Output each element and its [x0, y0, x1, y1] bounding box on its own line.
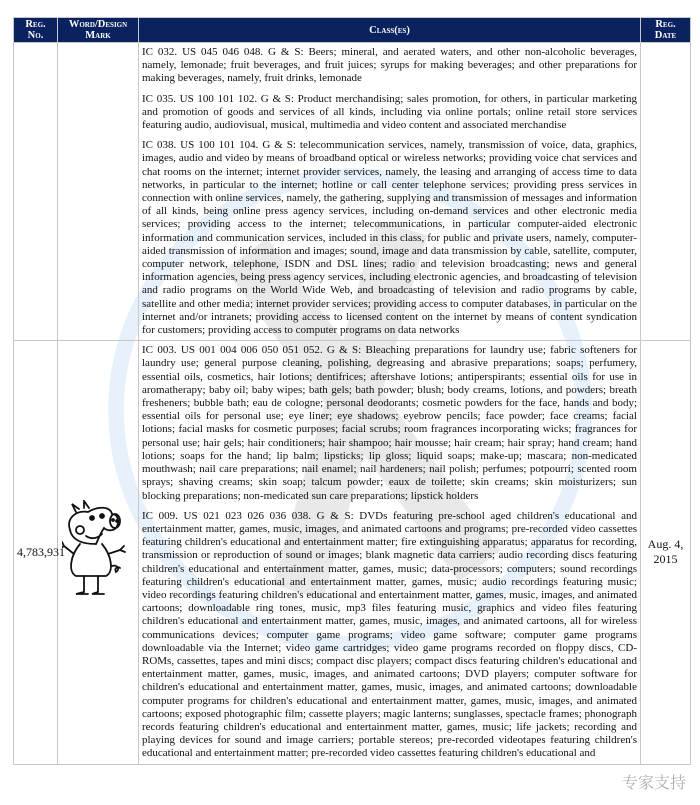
reg-no-cell: 4,783,931 — [14, 341, 58, 764]
table-header-row — [14, 18, 691, 43]
class-entry: IC 009. US 021 023 026 036 038. G & S: DVDs featuring pre-school aged children's educational and entertainment matter, games, music, images, and animated cartoons and programs; pre-recorded video cassettes featuring children's educational and entertainment matter; fire extinguishing apparatus; apparatus for recording, transmission or reproduction of sound or images; blank magnetic data carriers; audio recording discs featuring children's educational and entertainment matter, games, music; data-processors; computers; sound recordings featuring children's educational and entertainment matter, games, music; audio recordings featuring music; video recordings featuring children's educational and entertainment matter, games, music, images, and animated cartoons; downloadable ring tones, music, mp3 files featuring music, graphics and video files featuring children's educational and entertainment matter, games, music, images, and animated cartoons, all for wireless communications devices; computer game programs; video game software; computer game programs downloadable via the Internet; video game cartridges; video game programs recorded on floppy discs, CD-ROMs, cassettes, tapes and mini discs; compact disc players; compact discs featuring children's educational and entertainment matter, games, music, images, and animated cartoons; DVD players; computer software for children's educational and entertainment matter, games, music, images, and animated cartoons; downloadable computer programs for children's educational and entertainment matter, games, music, images, and animated cartoons; exposed photographic film; cassette players; magic lanterns; sunglasses, spectacle frames; phonograph records featuring children's educational and entertainment matter, games, music; life jackets; recording and playing devices for sound and image carriers; portable stereos; pre-recorded videotapes featuring children's educational and entertainment matter; pre-recorded video cassettes featuring children's educational and — [142, 509, 637, 760]
class-entry: IC 038. US 100 101 104. G & S: telecommunication services, namely, transmission of voice, data, graphics, images, audio and video by means of broadband optical or wireless networks; providing voice chat services and chat rooms on the internet; internet provider services, namely, the leasing and arranging of access time to data networks, in particular to the internet; hotline or call center telephone services; providing press services in connection with online services, namely, the gathering, supplying and transmission of messages and information of all kinds, being online press agency services, including on-demand services and other electronic media services; providing access to the internet; telecommunications, in particular computer-aided electronic information and communication services, included in this class, for public and private users, namely, computer-aided transmission of information and images; sound, image and data transmission by cable, satellite, computer, computer network, telephone, ISDN and DSL lines; radio and television broadcasting; news and general information agencies, being press agency services, including electronic agencies, and broadcasting of television and radio programs on the World Wide Web, and broadcasting of television and radio programs by cable, satellite and other media; internet provider services; providing access to computer databases, in particular on the internet and/or intranets; providing access to licensed content on the internet by means of content syndication for customers; providing access to computer programs on data networks — [142, 139, 637, 337]
header-reg-date: Reg. Date — [641, 18, 691, 43]
header-mark: Word/Design Mark — [58, 18, 139, 43]
table-row — [14, 43, 691, 341]
table-row — [14, 341, 691, 764]
watermark-text: 专家支持 — [621, 773, 686, 792]
mark-cell — [58, 43, 139, 341]
classes-cell — [139, 43, 641, 341]
trademark-table — [13, 17, 691, 765]
class-entry: IC 035. US 100 101 102. G & S: Product merchandising; sales promotion, for others, in particular marketing and promotion of goods and services of all kinds, including via online portals; online retail store services featuring audio, audiovisual, musical, multimedia and video content and associated merchandise — [142, 92, 637, 132]
class-entry: IC 003. US 001 004 006 050 051 052. G & S: Bleaching preparations for laundry use; fabric softeners for laundry use; general purpose cleaning, polishing, degreasing and abrasive preparations; soaps; perfumery, essential oils, cosmetics, hair lotions; dentifrices; aftershave lotions; antiperspirants; essential oils for use in aromatherapy; baby oil; baby wipes; bath gels; bath powder; blush; body creams, lotions, and powders; breath fresheners; bubble bath; eau de cologne; personal deodorants; cosmetic powders for the face, hands and body; essential oils for personal use; eye liner; eye shadows; eyebrow pencils; face powder; face creams; facial lotions; facial masks for cosmetic purposes; facial scrubs; room fragrances incorporating wicks; fragrances for personal use; hair gels; hair conditioners; hair shampoo; hair mousse; hair cream; hair spray; hand cream; hand lotions; soaps for the hand; lip balm; lipsticks; lip gloss; liquid soaps; make-up; mascara; non-medicated mouthwash; nail care preparations; nail enamel; nail hardeners; nail polish; perfumes; potpourri; scented room sprays; shaving creams; skin soap; talcum powder; eaux de toilette; skin creams; skin moisturizers; sun blocking preparations; non-medicated sun care preparations; lipstick holders — [142, 344, 637, 502]
reg-date-cell: Aug. 4, 2015 — [641, 341, 691, 764]
mark-cell — [58, 341, 139, 764]
header-classes: Class(es) — [139, 18, 641, 43]
reg-date-cell — [641, 43, 691, 341]
classes-cell — [139, 341, 641, 764]
header-reg-no: Reg. No. — [14, 18, 58, 43]
class-entry: IC 032. US 045 046 048. G & S: Beers; mineral, and aerated waters, and other non-alcoholic beverages, namely, lemonade; fruit beverages, and fruit juices; syrups for making beverages; and other preparations for making beverages, namely, fruit drinks, lemonade — [142, 46, 637, 85]
peppa-pig-design-mark — [62, 500, 134, 600]
reg-no-cell — [14, 43, 58, 341]
